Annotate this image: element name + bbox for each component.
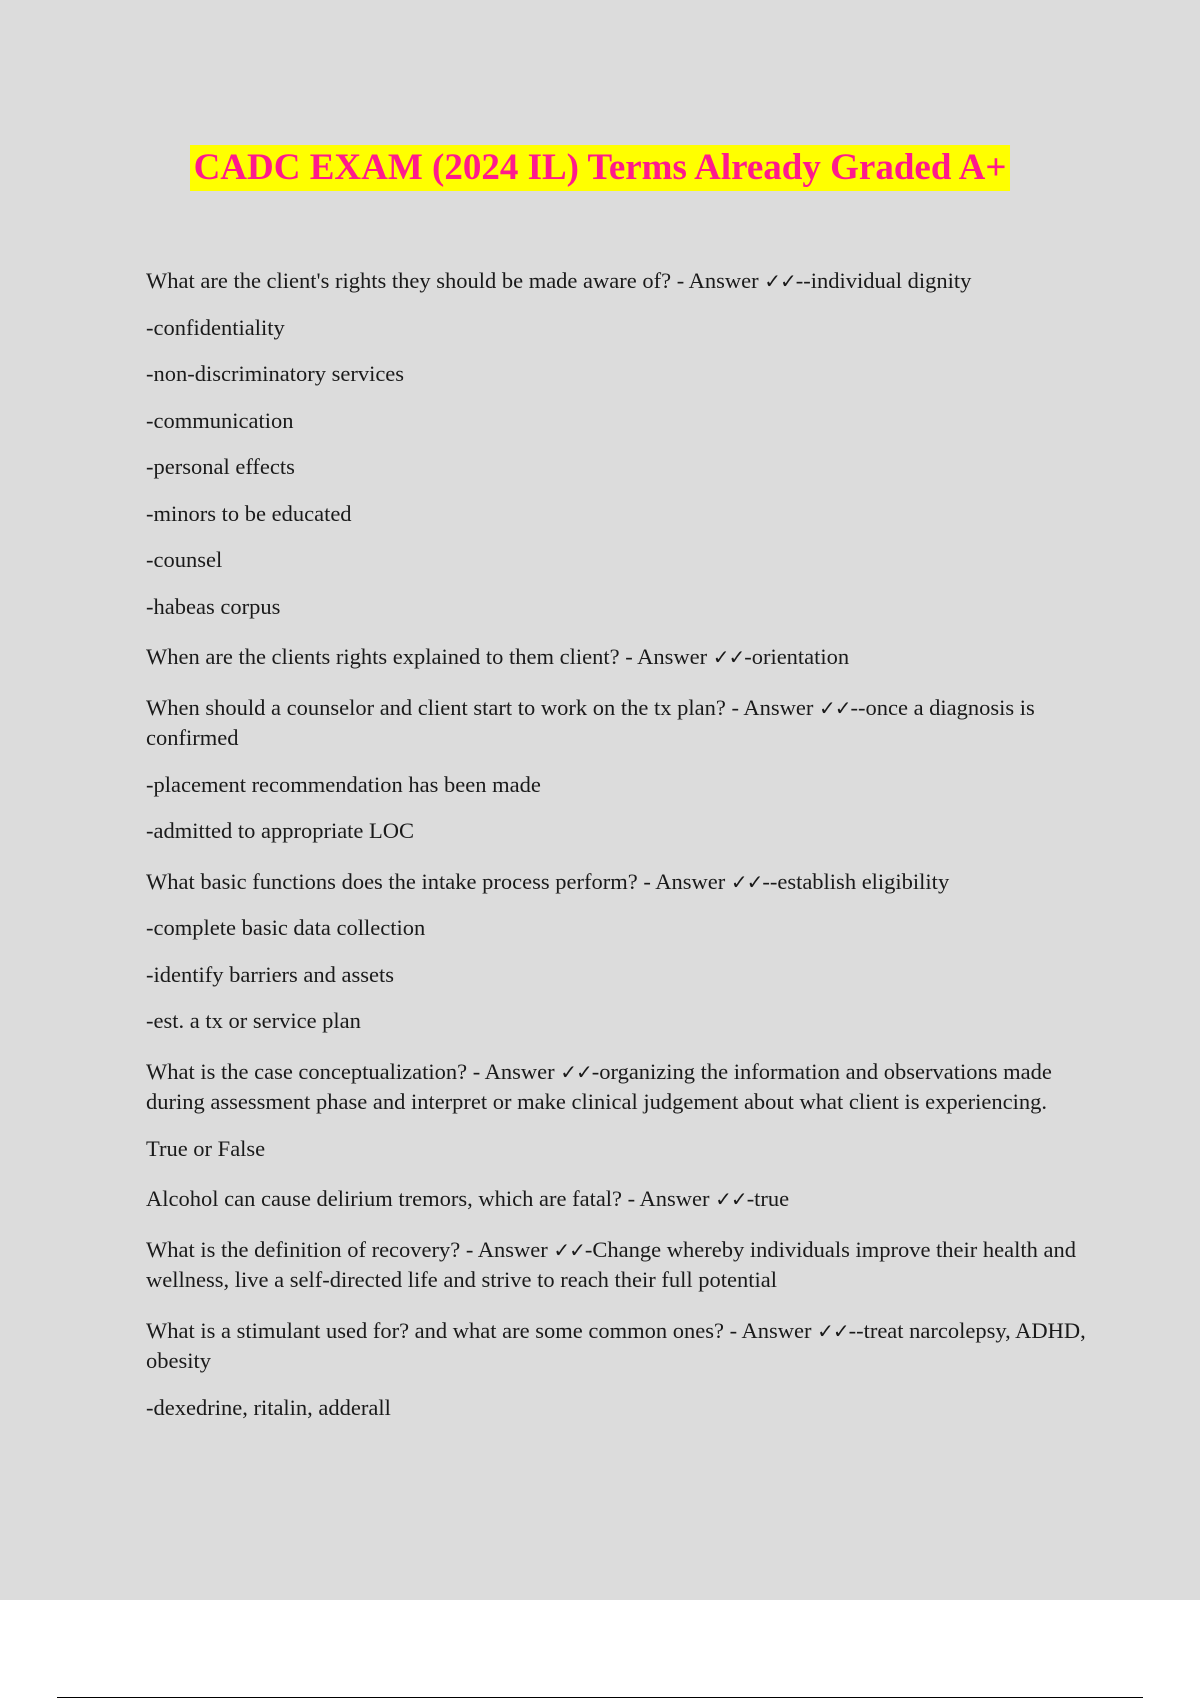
answer-text: -organizing the information and observations made during assessment phase and interpret or make clinical judgement about what client is experiencing. — [146, 1058, 1052, 1114]
question-text: Alcohol can cause delirium tremors, which are fatal? - Answer — [146, 1186, 716, 1211]
answer-text: -orientation — [744, 644, 850, 669]
double-check-icon: ✓✓ — [730, 869, 763, 894]
question-line — [146, 1057, 1086, 1118]
question-line — [146, 642, 1086, 673]
title-wrap — [0, 145, 1200, 191]
answer-text: --treat narcolepsy, ADHD, obesity — [146, 1317, 1086, 1373]
question-line — [146, 693, 1086, 754]
answer-list-item: -communication — [146, 407, 294, 433]
question-text: What basic functions does the intake process perform? - Answer — [146, 868, 731, 894]
answer-list-item: -dexedrine, ritalin, adderall — [146, 1394, 391, 1420]
answer-text: -Change whereby individuals improve their health and wellness, live a self-directed life and strive to reach their full potential — [146, 1236, 1077, 1292]
answer-text: --individual dignity — [795, 268, 972, 293]
question-text: What is the definition of recovery? - Answer — [146, 1236, 554, 1262]
question-line — [146, 1184, 1086, 1215]
answer-list-item: -counsel — [146, 547, 223, 572]
qa-content — [146, 266, 1086, 1423]
answer-list-item: -admitted to appropriate LOC — [146, 818, 415, 843]
double-check-icon: ✓✓ — [715, 1187, 747, 1211]
double-check-icon: ✓✓ — [818, 695, 851, 720]
question-text: What is the case conceptualization? - Answer — [146, 1058, 561, 1084]
question-line — [146, 1316, 1086, 1377]
answer-list-item: -placement recommendation has been made — [146, 771, 541, 797]
answer-list-item: -non-discriminatory services — [146, 361, 405, 386]
footer-rule — [57, 1697, 1143, 1698]
double-check-icon: ✓✓ — [560, 1059, 592, 1084]
double-check-icon: ✓✓ — [712, 645, 745, 669]
answer-list-item: -minors to be educated — [146, 500, 352, 526]
answer-list-item: -confidentiality — [146, 314, 285, 340]
question-text: What are the client's rights they should be made aware of? - Answer — [146, 268, 765, 293]
answer-list-item: True or False — [146, 1135, 266, 1161]
question-line — [146, 1235, 1086, 1296]
answer-text: --establish eligibility — [762, 868, 950, 894]
double-check-icon: ✓✓ — [553, 1237, 585, 1262]
answer-list-item: -habeas corpus — [146, 593, 281, 619]
question-text: When should a counselor and client start to work on the tx plan? - Answer — [146, 694, 819, 720]
answer-text: -true — [746, 1186, 790, 1211]
answer-list-item: -est. a tx or service plan — [146, 1008, 361, 1033]
double-check-icon: ✓✓ — [764, 269, 796, 293]
question-text: What is a stimulant used for? and what are some common ones? - Answer — [146, 1317, 818, 1343]
question-text: When are the clients rights explained to them client? - Answer — [146, 644, 713, 669]
answer-list-item: -complete basic data collection — [146, 915, 426, 940]
answer-list-item: -identify barriers and assets — [146, 961, 395, 987]
question-line — [146, 867, 1086, 898]
question-line — [146, 266, 1086, 297]
answer-text: --once a diagnosis is confirmed — [146, 694, 1035, 750]
double-check-icon: ✓✓ — [817, 1318, 849, 1343]
answer-list-item: -personal effects — [146, 454, 295, 479]
page-title: CADC EXAM (2024 IL) Terms Already Graded A+ — [190, 145, 1011, 191]
